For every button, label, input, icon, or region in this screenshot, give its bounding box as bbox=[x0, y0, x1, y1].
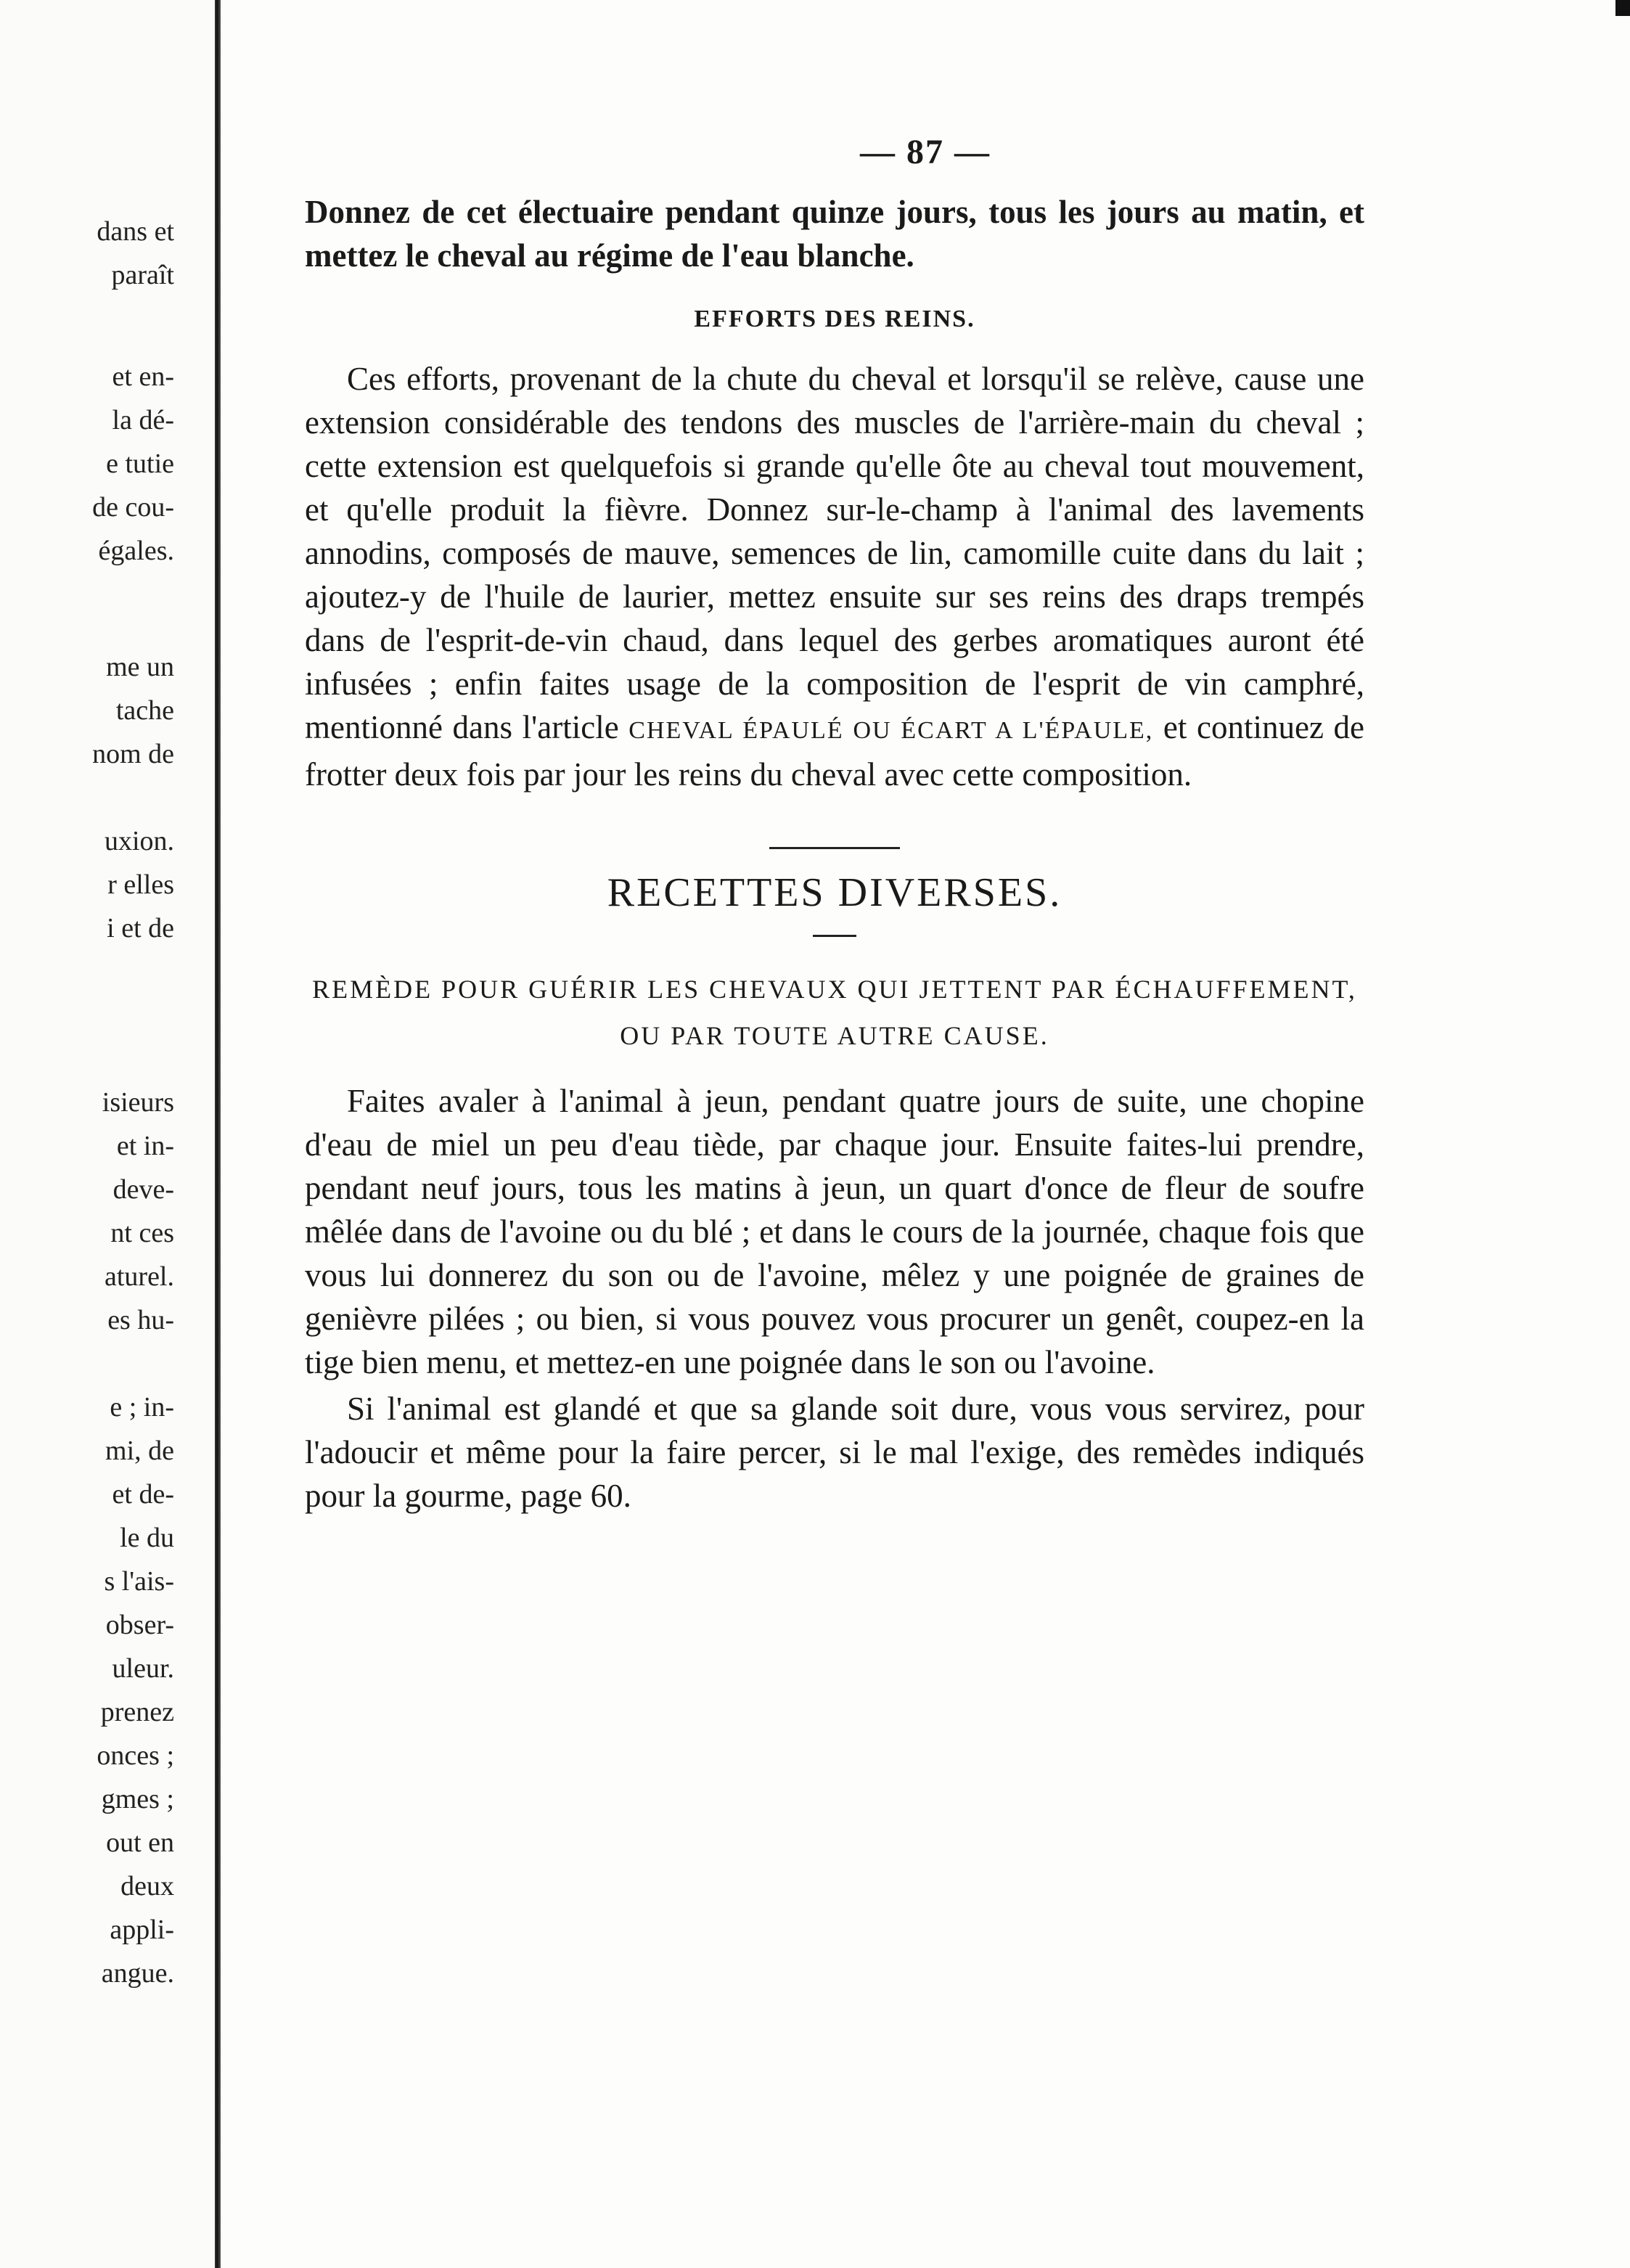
efforts-paragraph bbox=[305, 357, 1364, 796]
left-page-fragment: mi, de bbox=[105, 1436, 174, 1466]
left-page-fragment: gmes ; bbox=[101, 1784, 174, 1814]
left-page-fragment: le du bbox=[120, 1523, 174, 1553]
left-page-fragment: nt ces bbox=[110, 1218, 174, 1248]
left-page-fragment: deux bbox=[120, 1871, 174, 1901]
intro-paragraph: Donnez de cet électuaire pendant quinze jours, tous les jours au matin, et mettez le cheval au régime de l'eau blanche. bbox=[305, 194, 1364, 274]
remedy-title: REMÈDE POUR GUÉRIR LES CHEVAUX QUI JETTENT PAR ÉCHAUFFEMENT, OU PAR TOUTE AUTRE CAUSE. bbox=[312, 975, 1357, 1050]
left-page-fragment: et in- bbox=[116, 1131, 174, 1161]
efforts-heading: EFFORTS DES REINS. bbox=[694, 306, 975, 332]
left-page-fragment: es hu- bbox=[107, 1305, 174, 1335]
book-gutter bbox=[215, 0, 221, 2268]
left-page-fragment: e tutie bbox=[106, 449, 174, 479]
page-87 bbox=[305, 131, 1364, 1518]
left-page-fragment: deve- bbox=[112, 1174, 174, 1205]
left-page-fragment: i et de bbox=[107, 913, 174, 943]
left-page-fragment: aturel. bbox=[104, 1261, 174, 1292]
section-divider bbox=[769, 847, 900, 849]
left-page-fragment: nom de bbox=[92, 739, 174, 769]
left-page-fragment: paraît bbox=[111, 260, 174, 290]
left-page-fragment: s l'ais- bbox=[104, 1566, 174, 1597]
left-page-fragment: dans et bbox=[97, 216, 174, 247]
remedy-paragraph-2: Si l'animal est glandé et que sa glande soit dure, vous vous servirez, pour l'adoucir et même pour la faire percer, si le mal l'exige, des remèdes indiqués pour la gourme, page 60. bbox=[305, 1391, 1364, 1514]
left-page-fragment: isieurs bbox=[102, 1087, 174, 1118]
left-page-fragment: angue. bbox=[101, 1958, 174, 1989]
left-page-fragment: uleur. bbox=[112, 1653, 174, 1684]
left-page-fragment: de cou- bbox=[92, 492, 174, 523]
left-page-fragment: e ; in- bbox=[110, 1392, 174, 1422]
efforts-text-end: et continuez de frotter deux fois par jour les reins du cheval avec cette composition. bbox=[305, 709, 1365, 793]
left-page-fragment: et de- bbox=[112, 1479, 174, 1510]
left-page-fragment: r elles bbox=[107, 869, 174, 900]
page-edge-shadow bbox=[1615, 0, 1630, 16]
left-page-fragment: tache bbox=[115, 695, 174, 726]
left-page-fragment: me un bbox=[106, 652, 174, 682]
left-page-fragment: égales. bbox=[98, 536, 174, 566]
left-page-fragment: onces ; bbox=[97, 1740, 174, 1771]
left-page-fragment: uxion. bbox=[104, 826, 174, 856]
section-title: RECETTES DIVERSES. bbox=[607, 870, 1062, 915]
article-reference: CHEVAL ÉPAULÉ OU ÉCART A L'ÉPAULE, bbox=[628, 717, 1154, 744]
left-page-fragment: obser- bbox=[105, 1610, 174, 1640]
left-page-fragment: appli- bbox=[110, 1915, 174, 1945]
left-page-fragment: la dé- bbox=[112, 405, 174, 435]
title-underline bbox=[813, 935, 856, 937]
page-number: — 87 — bbox=[860, 133, 991, 171]
left-page-fragment: et en- bbox=[112, 361, 174, 392]
left-facing-page bbox=[0, 0, 215, 2268]
remedy-paragraph-1: Faites avaler à l'animal à jeun, pendant quatre jours de suite, une chopine d'eau de miel un peu d'eau tiède, par chaque jour. Ensuite faites-lui prendre, pendant neuf jours, tous les matins à jeun, un quart d'once de fleur de soufre mêlée dans de l'avoine ou du blé ; et dans le cours de la journée, chaque fois que vous lui donnerez du son ou de l'avoine, mêlez y une poignée de graines de genièvre pilées ; ou bien, si vous pouvez vous procurer un genêt, coupez-en la tige bien menu, et mettez-en une poignée dans le son ou l'avoine. bbox=[305, 1083, 1364, 1380]
left-page-fragment: prenez bbox=[100, 1697, 174, 1727]
efforts-text: Ces efforts, provenant de la chute du cheval et lorsqu'il se relève, cause une extension considérable des tendons des muscles de l'arrière-main du cheval ; cette extension est quelquefois si grande qu'elle ôte au cheval tout mouvement, et qu'elle produit la fièvre. Donnez sur-le-champ à l'animal des lavements annodins, composés de mauve, semences de lin, camomille cuite dans du lait ; ajoutez-y de l'huile de laurier, mettez ensuite sur ses reins des draps trempés dans de l'esprit-de-vin chaud, dans lequel des gerbes aromatiques auront été infusées ; enfin faites usage de la composition de l'esprit de vin camphré, mentionné dans l'article bbox=[305, 361, 1364, 745]
left-page-fragment: out en bbox=[106, 1827, 174, 1858]
